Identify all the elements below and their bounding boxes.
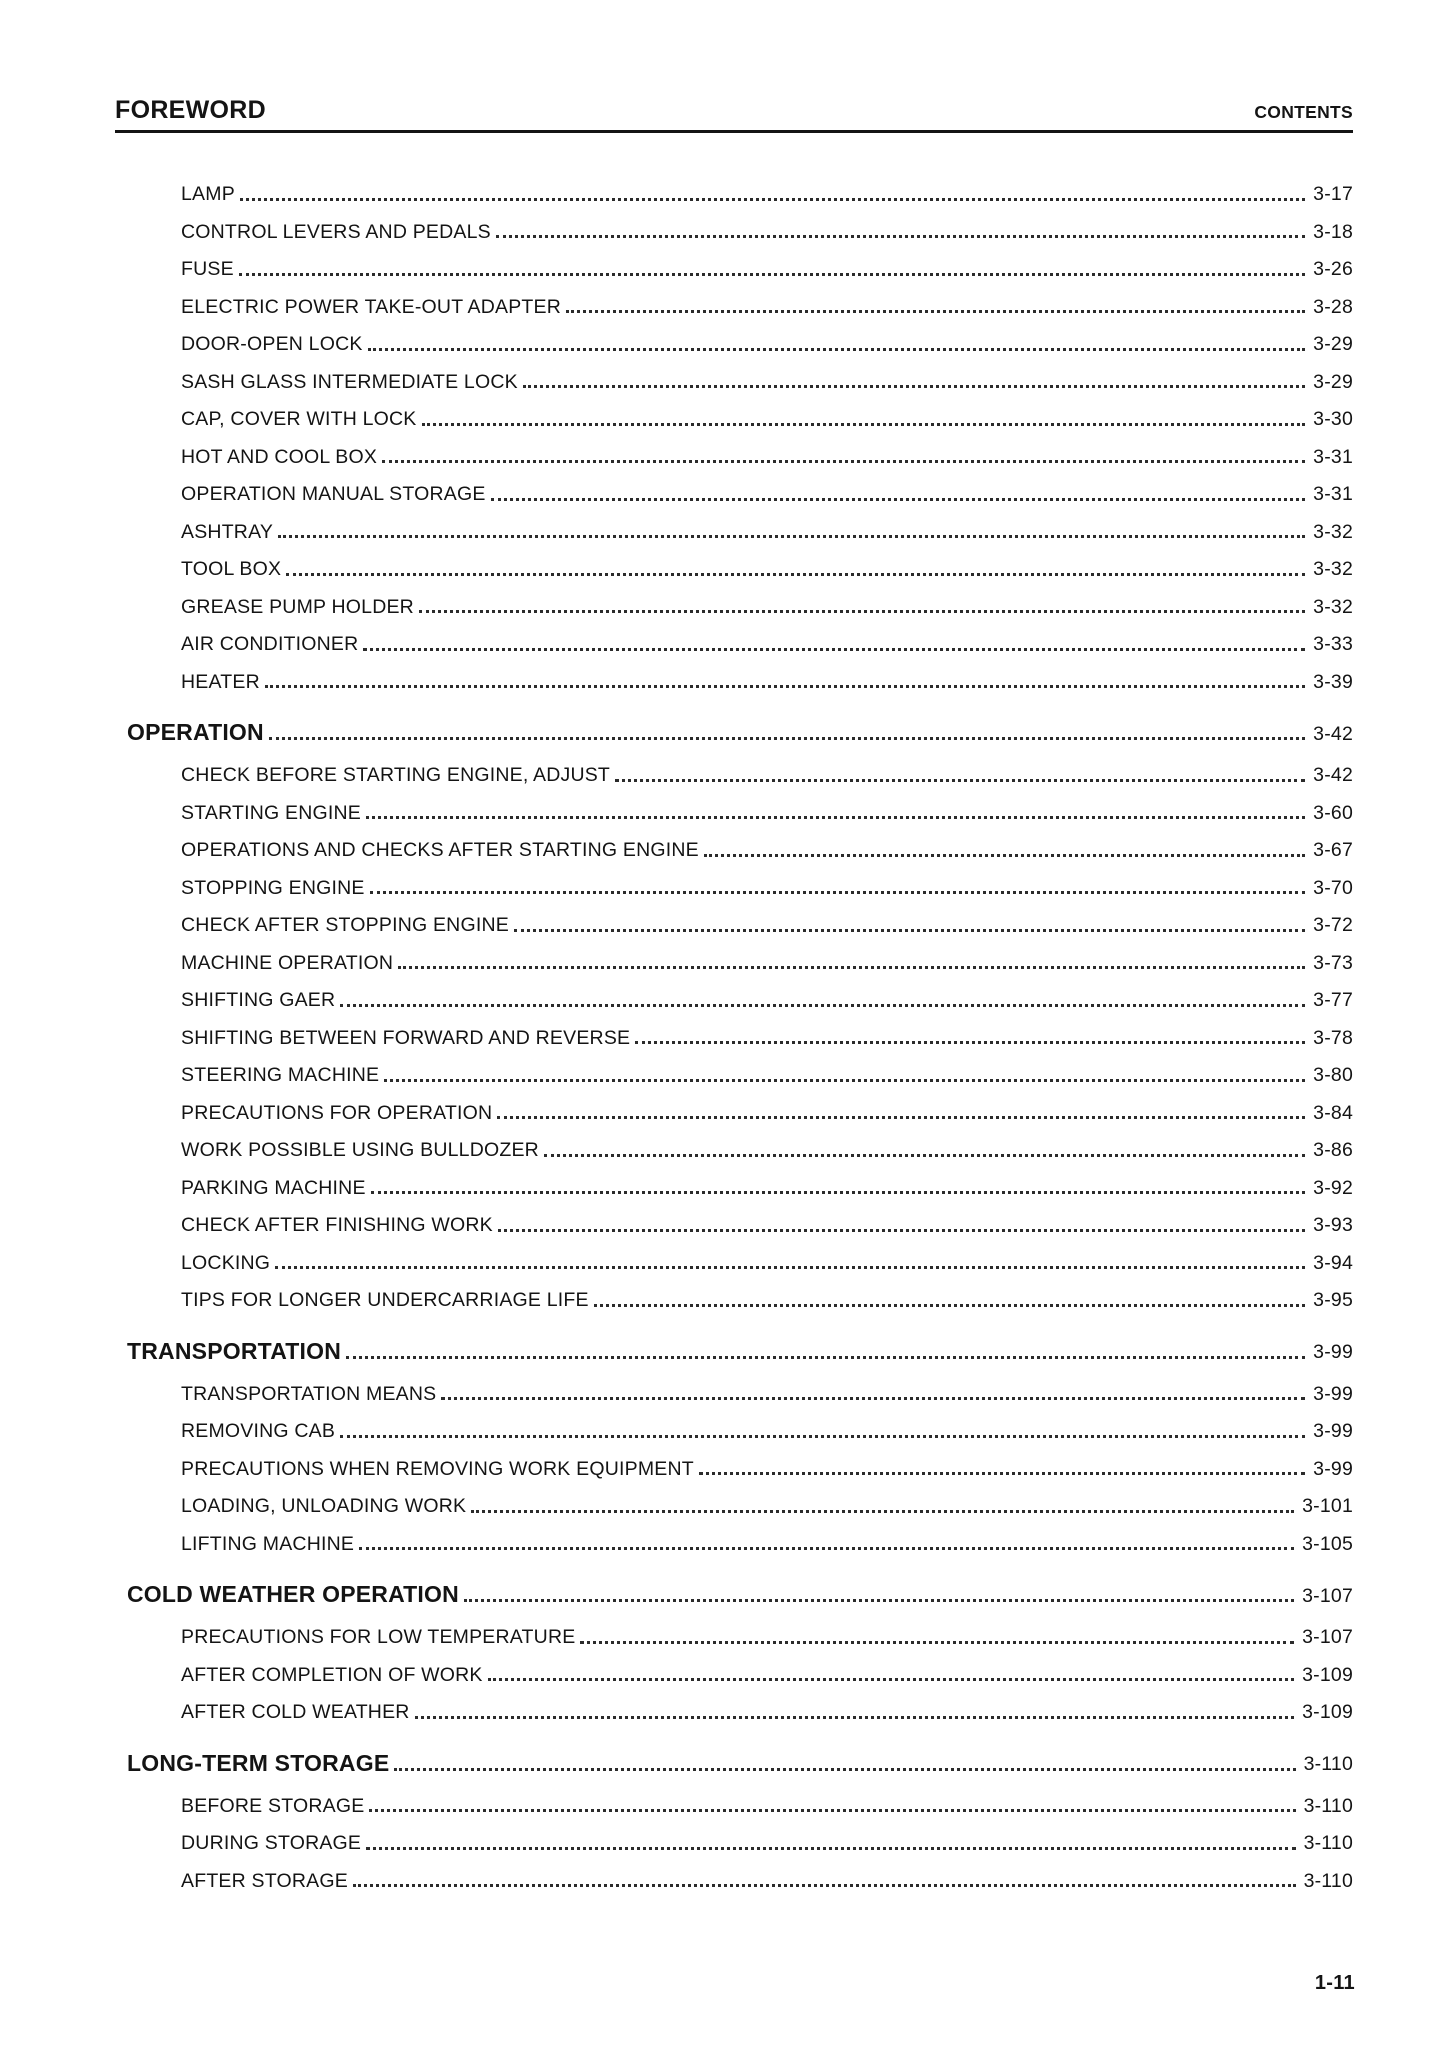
dotted-leader [704,854,1305,857]
toc-entry[interactable] [115,1824,1353,1862]
dotted-leader [394,1768,1295,1771]
toc-entry[interactable] [115,1450,1353,1488]
toc-section-heading-label: TRANSPORTATION [127,1337,342,1364]
toc-entry-page-number: 3-30 [1313,408,1353,430]
toc-entry[interactable] [115,1206,1353,1244]
contents-label: CONTENTS [1254,101,1353,122]
toc-entry-page-number: 3-39 [1313,670,1353,693]
toc-entry-label: LOCKING [181,1251,271,1274]
toc-entry-label: AFTER STORAGE [181,1869,348,1892]
toc-entry[interactable] [115,1693,1353,1731]
toc-entry[interactable] [115,906,1353,944]
toc-entry-label: TOOL BOX [181,558,282,580]
dotted-leader [398,966,1305,969]
toc-entry[interactable] [115,1094,1353,1132]
toc-entry-page-number: 3-78 [1313,1026,1353,1049]
toc-entry-page-number: 3-110 [1303,1869,1353,1892]
toc-entry-label: BEFORE STORAGE [181,1794,365,1817]
dotted-leader [498,1229,1305,1232]
toc-entry-label: AIR CONDITIONER [181,633,359,655]
dotted-leader [366,816,1305,819]
dotted-leader [384,1079,1305,1082]
toc-entry-page-number: 3-70 [1313,876,1353,899]
toc-section-heading[interactable] [115,1574,1353,1614]
toc-entry-page-number: 3-31 [1313,445,1353,468]
dotted-leader [346,1356,1305,1359]
toc-entry[interactable] [115,1787,1353,1825]
dotted-leader [366,1847,1295,1850]
toc-entry-label: AFTER COMPLETION OF WORK [181,1663,483,1686]
dotted-leader [278,535,1305,538]
toc-section-heading[interactable] [115,1743,1353,1783]
footer-page-number: 1-11 [1314,1972,1355,1994]
toc-entry-label: TIPS FOR LONGER UNDERCARRIAGE LIFE [181,1289,589,1311]
toc-entry-label: STEERING MACHINE [181,1064,380,1086]
toc-entry[interactable] [115,1281,1353,1319]
toc-entry-label: CHECK BEFORE STARTING ENGINE, ADJUST [181,764,611,786]
dotted-leader [471,1510,1294,1513]
toc-entry-page-number: 3-18 [1313,220,1353,243]
dotted-leader [359,1547,1294,1550]
toc-entry[interactable] [115,981,1353,1019]
toc-entry-page-number: 3-99 [1313,1457,1353,1480]
toc-entry[interactable] [115,400,1353,438]
toc-entry[interactable] [115,944,1353,982]
dotted-leader [371,1191,1305,1194]
toc-entry-page-number: 3-110 [1303,1794,1353,1817]
dotted-leader [566,310,1305,313]
dotted-leader [240,198,1305,201]
toc-entry-page-number: 3-42 [1313,764,1353,786]
dotted-leader [488,1678,1294,1681]
toc-entry-label: FUSE [181,258,234,280]
dotted-leader [615,779,1305,782]
toc-entry-label: DURING STORAGE [181,1832,362,1854]
toc-entry-page-number: 3-31 [1313,483,1353,505]
toc-entry-page-number: 3-77 [1313,989,1353,1011]
toc-entry-label: CONTROL LEVERS AND PEDALS [181,220,491,243]
toc-entry[interactable] [115,288,1353,326]
toc-entry-label: REMOVING CAB [181,1420,336,1442]
toc-entry-label: CHECK AFTER STOPPING ENGINE [181,914,509,936]
toc-entry-label: LAMP [181,183,235,205]
toc-entry-page-number: 3-105 [1302,1532,1353,1555]
dotted-leader [464,1599,1294,1602]
toc-entry-page-number: 3-28 [1313,295,1353,318]
toc-entry-page-number: 3-94 [1313,1251,1353,1274]
toc-section-heading-label: LONG-TERM STORAGE [127,1749,390,1776]
toc-section-heading-page-number: 3-107 [1302,1584,1353,1607]
dotted-leader [497,1116,1305,1119]
toc-entry[interactable] [115,756,1353,794]
dotted-leader [340,1435,1305,1438]
dotted-leader [382,460,1305,463]
toc-entry-label: GREASE PUMP HOLDER [181,595,414,618]
toc-entry[interactable] [115,513,1353,551]
toc-entry-page-number: 3-109 [1302,1663,1353,1686]
toc-entry-page-number: 3-99 [1313,1420,1353,1442]
toc-entry-label: PRECAUTIONS FOR OPERATION [181,1101,493,1124]
toc [115,175,1353,1899]
toc-entry-page-number: 3-84 [1313,1101,1353,1124]
dotted-leader [286,573,1305,576]
toc-entry-page-number: 3-109 [1302,1701,1353,1723]
toc-entry-page-number: 3-93 [1313,1214,1353,1236]
toc-entry-label: MACHINE OPERATION [181,951,394,974]
toc-entry-label: HOT AND COOL BOX [181,445,378,468]
toc-entry[interactable] [115,475,1353,513]
toc-entry[interactable] [115,794,1353,832]
toc-entry[interactable] [115,1244,1353,1282]
dotted-leader [353,1884,1296,1887]
dotted-leader [275,1266,1305,1269]
dotted-leader [368,348,1306,351]
toc-entry[interactable] [115,550,1353,588]
dotted-leader [523,385,1305,388]
toc-entry[interactable] [115,869,1353,907]
dotted-leader [496,235,1305,238]
toc-entry-label: PRECAUTIONS FOR LOW TEMPERATURE [181,1626,576,1648]
dotted-leader [415,1716,1295,1719]
dotted-leader [699,1472,1305,1475]
toc-entry[interactable] [115,363,1353,401]
toc-entry-label: TRANSPORTATION MEANS [181,1382,437,1405]
toc-entry-label: AFTER COLD WEATHER [181,1701,410,1723]
dotted-leader [269,737,1305,740]
toc-section-heading-page-number: 3-110 [1303,1753,1353,1775]
toc-section-heading[interactable] [115,712,1353,752]
toc-entry-page-number: 3-86 [1313,1139,1353,1161]
toc-entry-page-number: 3-107 [1302,1626,1353,1648]
toc-entry-page-number: 3-99 [1313,1382,1353,1405]
toc-section-heading-page-number: 3-42 [1313,722,1353,745]
dotted-leader [363,648,1305,651]
section-title: FOREWORD [115,96,266,124]
toc-entry-page-number: 3-73 [1313,951,1353,974]
dotted-leader [419,610,1305,613]
toc-entry-label: CAP, COVER WITH LOCK [181,408,417,430]
toc-entry[interactable] [115,831,1353,869]
toc-entry[interactable] [115,1618,1353,1656]
toc-entry-label: HEATER [181,670,260,693]
toc-entry[interactable] [115,1862,1353,1900]
toc-entry[interactable] [115,213,1353,251]
toc-entry-page-number: 3-32 [1313,558,1353,580]
toc-entry[interactable] [115,325,1353,363]
toc-entry-label: STARTING ENGINE [181,801,361,824]
toc-entry[interactable] [115,1412,1353,1450]
toc-entry[interactable] [115,1656,1353,1694]
dotted-leader [340,1004,1305,1007]
toc-entry[interactable] [115,1169,1353,1207]
page-header [115,98,1353,133]
toc-entry-page-number: 3-29 [1313,370,1353,393]
toc-entry[interactable] [115,625,1353,663]
toc-entry-label: CHECK AFTER FINISHING WORK [181,1214,493,1236]
toc-entry[interactable] [115,1131,1353,1169]
toc-entry-label: ASHTRAY [181,520,274,543]
toc-entry-label: OPERATIONS AND CHECKS AFTER STARTING ENGINE [181,839,699,861]
toc-entry[interactable] [115,1056,1353,1094]
toc-section-heading[interactable] [115,1331,1353,1371]
toc-entry-page-number: 3-110 [1303,1832,1353,1854]
toc-entry[interactable] [115,1019,1353,1057]
toc-entry-label: PRECAUTIONS WHEN REMOVING WORK EQUIPMENT [181,1457,694,1480]
toc-entry-page-number: 3-95 [1313,1289,1353,1311]
dotted-leader [422,423,1306,426]
toc-entry-page-number: 3-26 [1313,258,1353,280]
dotted-leader [265,685,1305,688]
toc-entry-label: LOADING, UNLOADING WORK [181,1495,467,1517]
toc-entry-label: SASH GLASS INTERMEDIATE LOCK [181,370,518,393]
dotted-leader [370,891,1306,894]
toc-entry-page-number: 3-32 [1313,595,1353,618]
toc-entry[interactable] [115,438,1353,476]
toc-entry-page-number: 3-33 [1313,633,1353,655]
toc-entry-label: ELECTRIC POWER TAKE-OUT ADAPTER [181,295,562,318]
toc-entry-label: STOPPING ENGINE [181,876,365,899]
toc-entry-page-number: 3-60 [1313,801,1353,824]
toc-entry-label: PARKING MACHINE [181,1176,366,1199]
toc-entry[interactable] [115,663,1353,701]
toc-entry-label: WORK POSSIBLE USING BULLDOZER [181,1139,539,1161]
toc-entry-page-number: 3-92 [1313,1176,1353,1199]
toc-entry[interactable] [115,1487,1353,1525]
dotted-leader [544,1154,1305,1157]
toc-entry-page-number: 3-32 [1313,520,1353,543]
toc-entry-label: SHIFTING BETWEEN FORWARD AND REVERSE [181,1026,631,1049]
dotted-leader [594,1304,1305,1307]
toc-entry[interactable] [115,1375,1353,1413]
toc-entry[interactable] [115,588,1353,626]
dotted-leader [580,1641,1294,1644]
toc-entry-page-number: 3-17 [1313,183,1353,205]
dotted-leader [369,1809,1295,1812]
toc-entry-page-number: 3-72 [1313,914,1353,936]
toc-section-heading-label: COLD WEATHER OPERATION [127,1581,459,1607]
dotted-leader [239,273,1305,276]
toc-entry-label: DOOR-OPEN LOCK [181,333,363,355]
toc-entry-label: OPERATION MANUAL STORAGE [181,483,486,505]
toc-entry-label: SHIFTING GAER [181,989,336,1011]
toc-entry-page-number: 3-80 [1313,1064,1353,1086]
dotted-leader [514,929,1305,932]
dotted-leader [491,498,1306,501]
toc-entry-page-number: 3-67 [1313,839,1353,861]
dotted-leader [635,1041,1305,1044]
dotted-leader [441,1397,1305,1400]
toc-section-heading-label: OPERATION [127,719,264,745]
toc-entry-page-number: 3-29 [1313,333,1353,355]
toc-section-heading-page-number: 3-99 [1313,1341,1353,1363]
toc-entry-page-number: 3-101 [1302,1495,1353,1517]
toc-entry[interactable] [115,175,1353,213]
toc-entry[interactable] [115,1525,1353,1563]
toc-entry[interactable] [115,250,1353,288]
toc-entry-label: LIFTING MACHINE [181,1532,355,1555]
